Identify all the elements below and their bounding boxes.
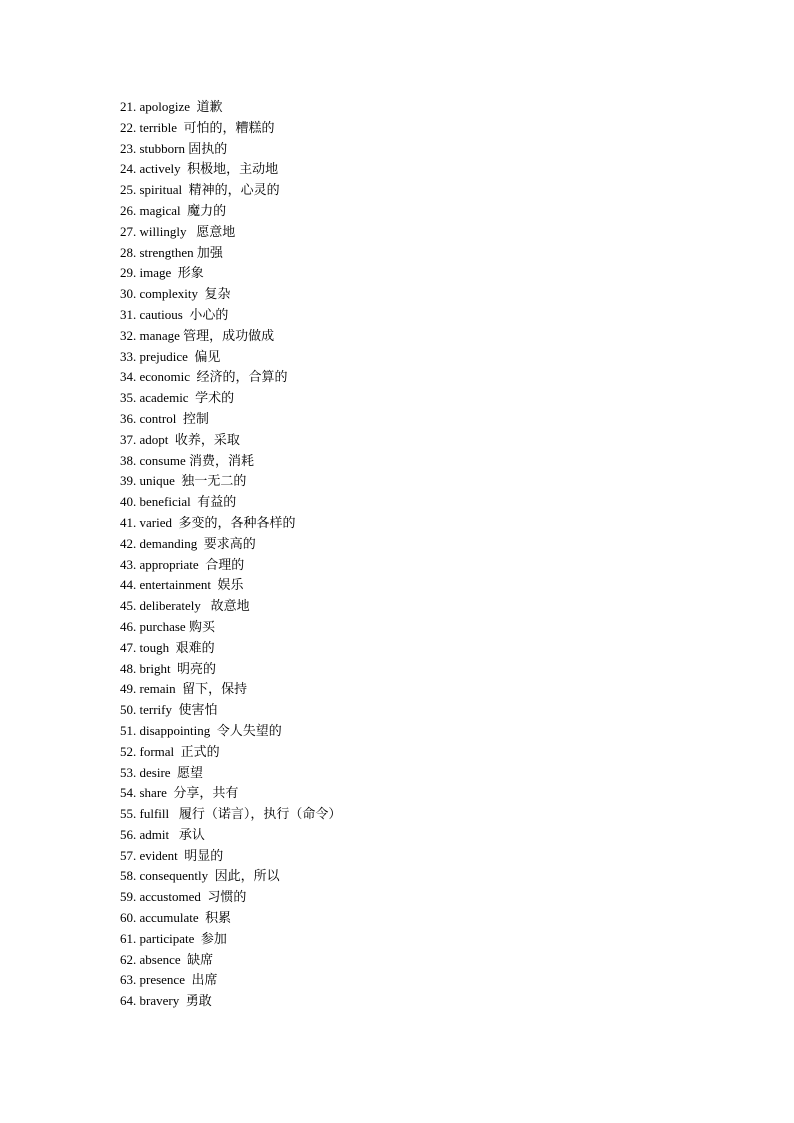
vocab-item: 58. consequently 因此，所以: [120, 868, 280, 884]
vocab-item: 46. purchase 购买: [120, 618, 215, 634]
vocab-item: 60. accumulate 积累: [120, 910, 232, 926]
vocab-item: 37. adopt 收养，采取: [120, 431, 240, 447]
vocab-item: 47. tough 艰难的: [120, 639, 215, 655]
vocab-item: 38. consume 消费，消耗: [120, 452, 254, 468]
vocab-item: 29. image 形象: [120, 265, 204, 281]
vocab-item: 59. accustomed 习惯的: [120, 889, 247, 905]
vocab-item: 56. admit 承认: [120, 826, 205, 842]
vocab-item: 53. desire 愿望: [120, 764, 204, 780]
vocab-item: 27. willingly 愿意地: [120, 223, 236, 239]
vocab-item: 28. strengthen 加强: [120, 244, 223, 260]
vocab-item: 54. share 分享，共有: [120, 785, 239, 801]
vocab-item: 62. absence 缺席: [120, 951, 214, 967]
vocab-item: 25. spiritual 精神的，心灵的: [120, 182, 280, 198]
vocab-item: 30. complexity 复杂: [120, 286, 231, 302]
vocab-item: 50. terrify 使害怕: [120, 702, 218, 718]
vocab-item: 61. participate 参加: [120, 930, 227, 946]
vocab-item: 64. bravery 勇敢: [120, 993, 212, 1009]
vocab-item: 48. bright 明亮的: [120, 660, 217, 676]
vocab-item: 22. terrible 可怕的，糟糕的: [120, 119, 275, 135]
vocab-item: 63. presence 出席: [120, 972, 218, 988]
vocab-item: 55. fulfill 履行（诺言），执行（命令）: [120, 806, 342, 822]
vocab-item: 44. entertainment 娱乐: [120, 577, 244, 593]
vocab-item: 34. economic 经济的，合算的: [120, 369, 288, 385]
vocab-item: 45. deliberately 故意地: [120, 598, 250, 614]
vocab-item: 43. appropriate 合理的: [120, 556, 245, 572]
vocab-item: 49. remain 留下，保持: [120, 681, 248, 697]
vocab-item: 36. control 控制: [120, 410, 209, 426]
vocab-item: 52. formal 正式的: [120, 743, 220, 759]
vocab-item: 23. stubborn 固执的: [120, 140, 228, 156]
vocab-item: 51. disappointing 令人失望的: [120, 722, 282, 738]
vocab-item: 32. manage 管理，成功做成: [120, 327, 275, 343]
vocab-item: 42. demanding 要求高的: [120, 535, 256, 551]
vocab-item: 21. apologize 道歉: [120, 99, 223, 114]
vocab-item: 24. actively 积极地，主动地: [120, 161, 279, 177]
vocab-item: 35. academic 学术的: [120, 390, 235, 406]
vocab-item: 40. beneficial 有益的: [120, 494, 237, 510]
vocab-item: 57. evident 明显的: [120, 847, 224, 863]
vocab-item: 31. cautious 小心的: [120, 306, 229, 322]
vocab-item: 26. magical 魔力的: [120, 202, 227, 218]
vocabulary-list: [120, 97, 341, 1012]
vocab-item: 39. unique 独一无二的: [120, 473, 247, 489]
vocab-item: 41. varied 多变的，各种各样的: [120, 514, 296, 530]
vocab-item: 33. prejudice 偏见: [120, 348, 221, 364]
